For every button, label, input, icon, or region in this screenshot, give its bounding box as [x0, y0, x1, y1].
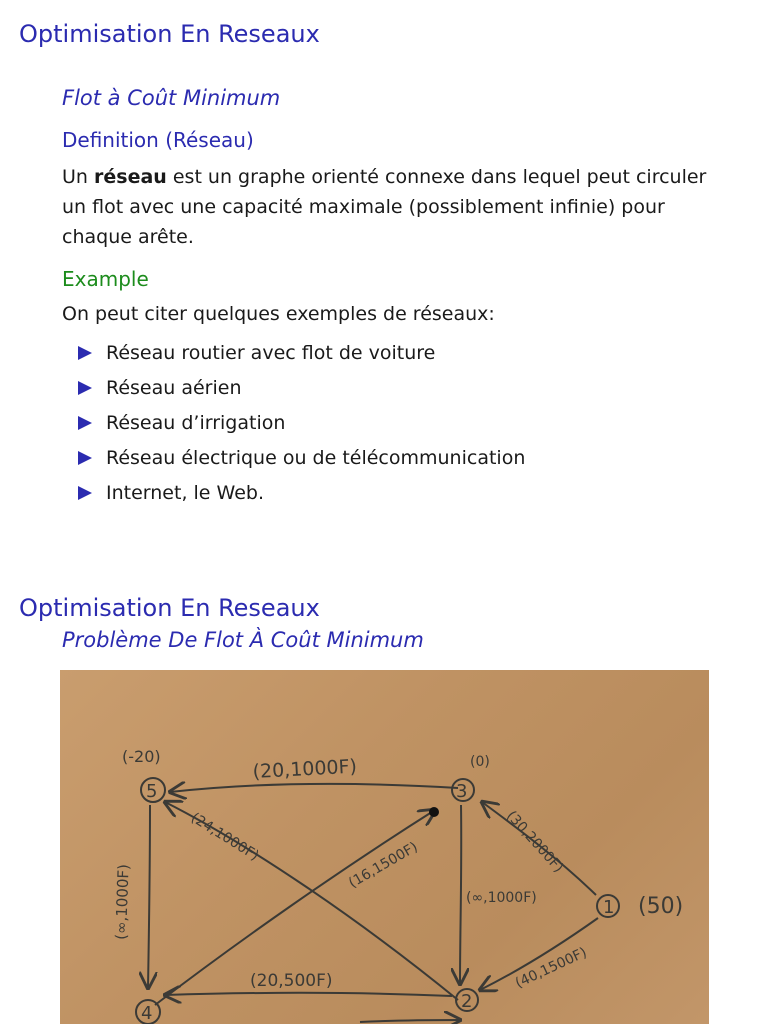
edge-stub	[360, 1020, 460, 1022]
edge-3-2	[460, 805, 461, 984]
bullet-triangle-icon	[78, 416, 92, 430]
list-item	[78, 440, 525, 475]
edge-2-4	[165, 993, 452, 996]
edge-label-3-5: (20,1000F)	[252, 755, 358, 783]
bullet-triangle-icon	[78, 381, 92, 395]
list-item-text: Réseau d’irrigation	[106, 411, 286, 434]
list-item-text: Internet, le Web.	[106, 481, 264, 504]
slide-2	[0, 580, 768, 1024]
list-item	[78, 370, 525, 405]
node-5-supply: (-20)	[122, 747, 161, 766]
list-item	[78, 335, 525, 370]
list-item	[78, 405, 525, 440]
list-item-text: Réseau routier avec flot de voiture	[106, 341, 436, 364]
frame-title: Optimisation En Reseaux	[19, 20, 320, 48]
edge-label-1-3: (30,2000F)	[503, 807, 567, 876]
bullet-triangle-icon	[78, 486, 92, 500]
node-1-label: 1	[603, 897, 615, 918]
edge-label-5-4: (∞,1000F)	[112, 863, 133, 941]
node-1-supply: (50)	[638, 894, 684, 919]
network-graph	[60, 670, 709, 1024]
edge-label-1-2: (40,1500F)	[512, 944, 590, 992]
list-item-text: Réseau aérien	[106, 376, 242, 399]
definition-line-1	[62, 162, 722, 192]
edge-label-4-3: (16,1500F)	[346, 839, 421, 892]
definition-line-3: chaque arête.	[62, 226, 194, 248]
bullet-triangle-icon	[78, 451, 92, 465]
node-2-label: 2	[461, 991, 473, 1012]
node-3-label: 3	[456, 781, 468, 802]
frame-subtitle-2: Problème De Flot À Coût Minimum	[62, 628, 424, 652]
definition-prefix: Un	[62, 166, 94, 188]
definition-rest: est un graphe orienté connexe dans lequel peut circuler	[166, 166, 707, 188]
frame-subtitle: Flot à Coût Minimum	[62, 86, 281, 110]
edge-3-5	[170, 784, 458, 792]
definition-line-2: un flot avec une capacité maximale (possiblement infinie) pour	[62, 196, 665, 218]
definition-title: Definition (Réseau)	[62, 128, 254, 152]
ink-dot	[429, 807, 439, 817]
list-item-text: Réseau électrique ou de télécommunication	[106, 446, 526, 469]
node-3-supply: (0)	[470, 754, 490, 770]
example-intro: On peut citer quelques exemples de réseaux:	[62, 303, 495, 325]
example-title: Example	[62, 267, 149, 291]
frame-title-2: Optimisation En Reseaux	[19, 594, 320, 622]
edge-label-2-5: (24,1000F)	[187, 809, 262, 865]
node-5-label: 5	[146, 781, 158, 802]
edge-5-4	[148, 805, 150, 988]
definition-body	[62, 162, 722, 252]
network-graph-photo	[60, 670, 709, 1024]
list-item	[78, 475, 525, 510]
node-4-label: 4	[141, 1003, 153, 1024]
bullet-triangle-icon	[78, 346, 92, 360]
edge-label-3-2: (∞,1000F)	[466, 890, 537, 906]
definition-term: réseau	[94, 166, 167, 188]
example-list	[78, 335, 525, 510]
edge-label-2-4: (20,500F)	[250, 971, 333, 991]
